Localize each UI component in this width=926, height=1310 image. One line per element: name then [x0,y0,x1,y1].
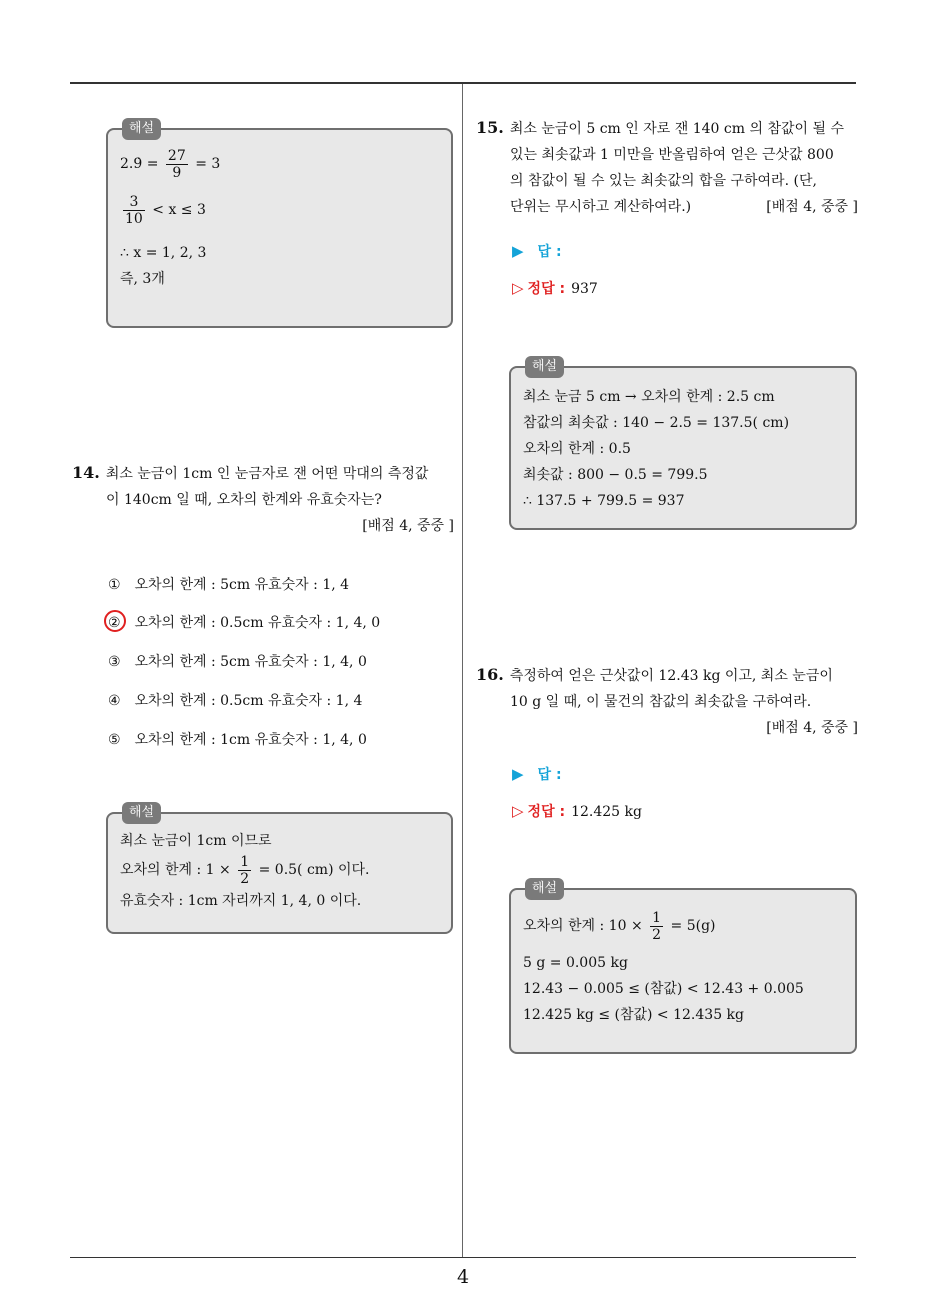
play-triangle-icon: ▶ [512,765,524,783]
solution-tag: 해설 [122,802,161,824]
solution-line: 오차의 한계 : 1 × $\frac{1}{2}$ = 0.5( cm) 이다. [120,853,370,887]
solution-line: 오차의 한계 : 0.5 [523,441,631,457]
fraction: $\frac{27}{9}$ [167,147,186,181]
solution-line: 참값의 최솟값 : 140 − 2.5 = 137.5( cm) [523,415,790,431]
correct-answer-row-16: ▷ 정답 : 12.425 kg [512,802,642,820]
choice-1[interactable]: ① 오차의 한계 : 5cm 유효숫자 : 1, 4 [108,577,350,593]
solution-box-15 [509,359,857,530]
solution-box-16 [509,881,857,1054]
question-number: 16. [476,665,504,684]
solution-line: 유효숫자 : 1cm 자리까지 1, 4, 0 이다. [120,893,362,909]
answer-row-16: ▶ 답 : [512,765,562,783]
question-15: 15. 최소 눈금이 5 cm 인 자로 잰 140 cm 의 참값이 될 수 있는 최솟값과 1 미만을 반올림하여 얻은 근삿값 800 의 참값이 될 수 있는 최솟값의 합을 구하여라. (단, 단위는 무시하고 계산하여라.) [배점 4, 중중 ] [476,115,858,220]
solution-line: ∴ 137.5 + 799.5 = 937 [523,493,685,509]
choice-5[interactable]: ⑤ 오차의 한계 : 1cm 유효숫자 : 1, 4, 0 [108,732,367,748]
bottom-rule [70,1257,856,1258]
score-label: [배점 4, 중중 ] [766,720,858,736]
correct-answer-row-15: ▷ 정답 : 937 [512,279,598,297]
solution-line: 최소 눈금 5 cm → 오차의 한계 : 2.5 cm [523,389,775,405]
solution-line: 최솟값 : 800 − 0.5 = 799.5 [523,467,708,483]
choice-3[interactable]: ③ 오차의 한계 : 5cm 유효숫자 : 1, 4, 0 [108,654,367,670]
choice-4[interactable]: ④ 오차의 한계 : 0.5cm 유효숫자 : 1, 4 [108,693,363,709]
fraction: $\frac{1}{2}$ [240,853,250,887]
solution-line: 2.9̇ = $\frac{27}{9}$ = 3 [120,147,221,181]
question-number: 15. [476,118,504,137]
solution-box-14 [106,805,453,934]
solution-line: 12.43 − 0.005 ≤ (참값) < 12.43 + 0.005 [523,981,804,997]
solution-line: 오차의 한계 : 10 × $\frac{1}{2}$ = 5(g) [523,909,716,943]
choice-2[interactable]: ② 오차의 한계 : 0.5cm 유효숫자 : 1, 4, 0 [108,615,381,631]
solution-line: 최소 눈금이 1cm 이므로 [120,833,272,849]
top-rule [70,82,856,84]
question-number: 14. [72,463,100,482]
solution-line: 5 g = 0.005 kg [523,955,628,971]
play-triangle-icon: ▶ [512,242,524,260]
score-label: [배점 4, 중중 ] [362,518,454,534]
column-divider [462,84,463,1257]
score-label: [배점 4, 중중 ] [766,199,858,215]
fraction: $\frac{3}{10}$ [125,193,143,227]
outline-triangle-icon: ▷ [512,279,524,297]
question-16: 16. 측정하여 얻은 근삿값이 12.43 kg 이고, 최소 눈금이 10 g 일 때, 이 물건의 참값의 최솟값을 구하여라. [배점 4, 중중 ] [476,662,858,741]
page-number: 4 [456,1266,470,1288]
solution-tag: 해설 [525,356,564,378]
solution-box-13 [106,121,453,328]
solution-tag: 해설 [122,118,161,140]
solution-line: 즉, 3개 [120,271,165,287]
solution-line: $\frac{3}{10}$ < x ≤ 3 [125,193,206,227]
solution-line: 12.425 kg ≤ (참값) < 12.435 kg [523,1007,744,1023]
solution-line: ∴ x = 1, 2, 3 [120,245,207,261]
outline-triangle-icon: ▷ [512,802,524,820]
solution-tag: 해설 [525,878,564,900]
fraction: $\frac{1}{2}$ [652,909,662,943]
question-14: 14. 최소 눈금이 1cm 인 눈금자로 잰 어떤 막대의 측정값 이 140cm 일 때, 오차의 한계와 유효숫자는? [배점 4, 중중 ] [72,460,454,539]
answer-row-15: ▶ 답 : [512,242,562,260]
